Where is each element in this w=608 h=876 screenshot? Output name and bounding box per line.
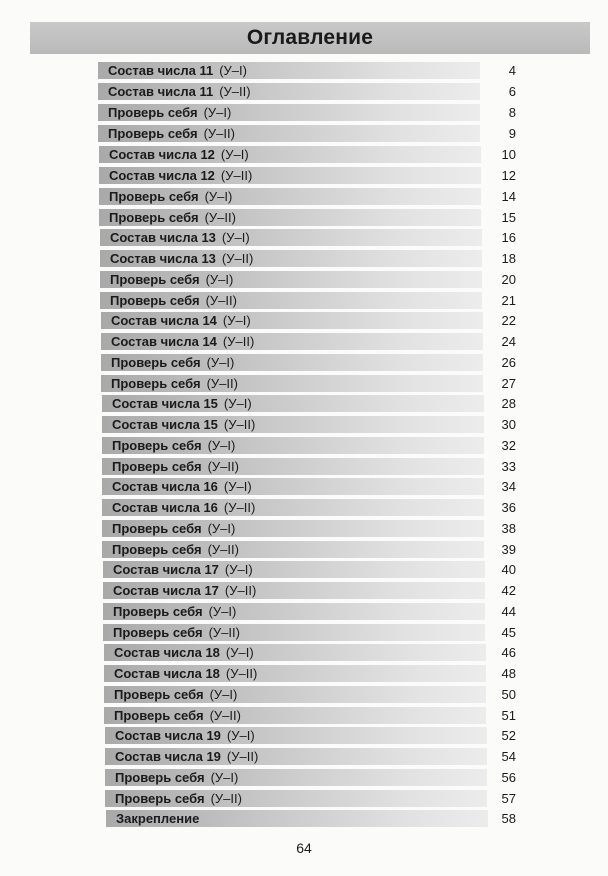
- toc-entry[interactable]: [0, 748, 608, 767]
- toc-group: [0, 810, 608, 831]
- toc-entry-title: Состав числа 19: [115, 749, 221, 764]
- toc-entry-level: (У–I): [220, 147, 249, 162]
- toc-entry-bar: [102, 437, 484, 454]
- toc-entry-page: 14: [501, 189, 516, 204]
- toc-entry-page: 27: [501, 376, 516, 391]
- toc-entry-bar: [105, 727, 487, 744]
- toc-group: [0, 478, 608, 562]
- toc-group: [0, 146, 608, 230]
- toc-entry-title: Состав числа 18: [114, 645, 220, 660]
- toc-entry[interactable]: [0, 665, 608, 684]
- toc-entry-bar: [99, 167, 481, 184]
- toc-entry-page: 44: [501, 604, 516, 619]
- toc-entry-level: (У–II): [206, 376, 238, 391]
- toc-entry-level: (У–I): [225, 645, 254, 660]
- toc-entry-title: Состав числа 19: [115, 728, 221, 743]
- toc-entry-bar: [102, 541, 484, 558]
- toc-entry-title: Состав числа 15: [112, 417, 218, 432]
- toc-entry-page: 51: [501, 708, 516, 723]
- toc-entry-level: (У–I): [207, 438, 236, 453]
- toc-entry-bar: [99, 188, 481, 205]
- toc-entry[interactable]: [0, 644, 608, 663]
- toc-entry-page: 39: [501, 542, 516, 557]
- toc-entry-title: Проверь себя: [108, 105, 198, 120]
- toc-entry-level: (У–II): [223, 500, 256, 515]
- toc-entry-bar: [104, 665, 486, 682]
- toc-entry-page: 4: [508, 63, 516, 78]
- toc-entry-level: (У–II): [223, 417, 256, 432]
- toc-entry-title: Состав числа 16: [112, 500, 218, 515]
- toc-entry-bar: [100, 229, 482, 246]
- toc-entry-bar: [101, 375, 483, 392]
- toc-group: [0, 727, 608, 811]
- title-bar: [30, 22, 590, 54]
- toc-entry-level: (У–I): [207, 521, 236, 536]
- toc-entry-level: (У–I): [222, 313, 251, 328]
- toc-entry-bar: [100, 271, 482, 288]
- toc-entry[interactable]: [0, 499, 608, 518]
- toc-entry-bar: [105, 790, 487, 807]
- toc-group: [0, 644, 608, 728]
- page-number: 64: [296, 840, 312, 856]
- toc-entry-page: 15: [501, 210, 516, 225]
- toc-entry-title: Состав числа 13: [110, 230, 216, 245]
- toc-entry[interactable]: [0, 125, 608, 144]
- toc-entry-page: 54: [501, 749, 516, 764]
- toc-entry-title: Состав числа 12: [109, 168, 215, 183]
- toc-entry-level: (У–II): [220, 168, 253, 183]
- toc-entry-bar: [98, 125, 480, 142]
- toc-entry[interactable]: [0, 333, 608, 352]
- toc-entry[interactable]: [0, 167, 608, 186]
- toc-entry[interactable]: [0, 375, 608, 394]
- toc-entry-title: Состав числа 18: [114, 666, 220, 681]
- page-title: Оглавление: [246, 26, 374, 49]
- toc-entry-level: (У–I): [223, 479, 252, 494]
- toc-entry-title: Состав числа 11: [108, 63, 214, 78]
- toc-entry-page: 58: [501, 811, 516, 826]
- toc-entry-level: (У–II): [205, 293, 237, 308]
- toc-entry[interactable]: [0, 250, 608, 269]
- toc-entry[interactable]: [0, 810, 608, 829]
- toc-entry-level: (У–II): [224, 583, 257, 598]
- toc-entry[interactable]: [0, 229, 608, 248]
- toc-entry-level: (У–I): [205, 272, 234, 287]
- toc-entry-title: Состав числа 13: [110, 251, 216, 266]
- toc-entry[interactable]: [0, 312, 608, 331]
- toc-entry-page: 36: [501, 500, 516, 515]
- toc-entry-level: (У–I): [219, 63, 247, 78]
- toc-entry-bar: [98, 62, 480, 79]
- toc-group: [0, 561, 608, 645]
- toc-entry-page: 52: [501, 728, 516, 743]
- toc-entry-page: 46: [501, 645, 516, 660]
- toc-entry-bar: [105, 748, 487, 765]
- toc-group: [0, 312, 608, 396]
- toc-entry-page: 18: [501, 251, 516, 266]
- toc-entry-title: Проверь себя: [114, 687, 204, 702]
- toc-entry-level: (У–I): [208, 604, 237, 619]
- toc-entry-bar: [103, 624, 485, 641]
- toc-entry-level: (У–II): [203, 126, 235, 141]
- toc-entry[interactable]: [0, 790, 608, 809]
- toc-entry-bar: [101, 312, 483, 329]
- toc-entry[interactable]: [0, 146, 608, 165]
- toc-entry-page: 8: [508, 105, 516, 120]
- toc-entry-page: 21: [501, 293, 516, 308]
- toc-entry[interactable]: [0, 707, 608, 726]
- toc-entry-title: Проверь себя: [115, 791, 205, 806]
- toc-entry-page: 33: [501, 459, 516, 474]
- toc-entry-title: Состав числа 11: [108, 84, 214, 99]
- toc-entry-level: (У–II): [225, 666, 258, 681]
- toc-entry-title: Проверь себя: [113, 625, 203, 640]
- toc-entry-level: (У–I): [221, 230, 250, 245]
- toc-group: [0, 62, 608, 146]
- toc-entry-title: Состав числа 17: [113, 562, 219, 577]
- toc-entry-page: 57: [501, 791, 516, 806]
- toc-entry-bar: [105, 769, 487, 786]
- toc-entry-bar: [102, 416, 484, 433]
- toc-entry-level: (У–I): [209, 687, 238, 702]
- toc-entry[interactable]: [0, 62, 608, 81]
- toc-entry-level: (У–II): [204, 210, 236, 225]
- toc-entry-title: Проверь себя: [109, 189, 199, 204]
- toc-entry-title: Закрепление: [116, 811, 200, 826]
- toc-entry[interactable]: [0, 686, 608, 705]
- toc-entry-title: Проверь себя: [112, 542, 202, 557]
- toc-entry-bar: [99, 209, 481, 226]
- toc-entry-title: Состав числа 12: [109, 147, 215, 162]
- toc-entry[interactable]: [0, 582, 608, 601]
- toc-entry-level: (У–I): [226, 728, 255, 743]
- toc-entry[interactable]: [0, 520, 608, 539]
- toc-entry-title: Проверь себя: [114, 708, 204, 723]
- toc-entry-bar: [104, 644, 486, 661]
- toc-entry-title: Проверь себя: [112, 521, 202, 536]
- toc-entry-bar: [100, 292, 482, 309]
- toc-entry-title: Проверь себя: [112, 459, 202, 474]
- toc-entry[interactable]: [0, 769, 608, 788]
- toc-entry-level: (У–II): [207, 459, 239, 474]
- toc-entry[interactable]: [0, 727, 608, 746]
- toc-entry-level: (У–I): [203, 105, 232, 120]
- toc-entry[interactable]: [0, 437, 608, 456]
- toc-entry-title: Проверь себя: [108, 126, 198, 141]
- toc-entry-bar: [106, 810, 488, 827]
- toc-group: [0, 229, 608, 313]
- toc-entry-bar: [101, 333, 483, 350]
- toc-entry-level: (У–I): [223, 396, 252, 411]
- toc-entry-bar: [102, 499, 484, 516]
- toc-entry-bar: [104, 707, 486, 724]
- toc-entry-page: 9: [508, 126, 516, 141]
- toc-entry-title: Состав числа 14: [111, 334, 217, 349]
- toc-entry-page: 6: [508, 84, 516, 99]
- toc-entry-page: 26: [501, 355, 516, 370]
- toc-entry-bar: [99, 146, 481, 163]
- toc-entry[interactable]: [0, 83, 608, 102]
- toc-entry-page: 16: [501, 230, 516, 245]
- toc-entry-title: Проверь себя: [112, 438, 202, 453]
- toc-entry-level: (У–II): [226, 749, 259, 764]
- toc-entry-level: (У–I): [204, 189, 233, 204]
- toc-entry-title: Проверь себя: [111, 355, 201, 370]
- toc-entry-page: 40: [501, 562, 516, 577]
- toc-entry[interactable]: [0, 561, 608, 580]
- toc-entry-title: Состав числа 14: [111, 313, 217, 328]
- toc-entry[interactable]: [0, 104, 608, 123]
- toc-entry[interactable]: [0, 188, 608, 207]
- toc-entry-level: (У–II): [222, 334, 255, 349]
- toc-entry-level: (У–II): [210, 791, 242, 806]
- toc-entry[interactable]: [0, 354, 608, 373]
- toc-entry[interactable]: [0, 271, 608, 290]
- toc-entry-title: Проверь себя: [110, 293, 200, 308]
- toc-entry[interactable]: [0, 478, 608, 497]
- toc-entry[interactable]: [0, 624, 608, 643]
- toc-entry-page: 10: [501, 147, 516, 162]
- toc-entry-title: Проверь себя: [113, 604, 203, 619]
- toc-entry-level: (У–I): [206, 355, 235, 370]
- toc-entry-page: 30: [501, 417, 516, 432]
- toc-entry-level: (У–II): [208, 625, 240, 640]
- toc-entry-title: Проверь себя: [109, 210, 199, 225]
- toc-entry-bar: [103, 582, 485, 599]
- toc-entry-page: 20: [501, 272, 516, 287]
- toc-entry-page: 34: [501, 479, 516, 494]
- toc-entry[interactable]: [0, 603, 608, 622]
- toc-entry-title: Состав числа 15: [112, 396, 218, 411]
- toc-entry-level: (У–I): [224, 562, 253, 577]
- toc-entry[interactable]: [0, 209, 608, 228]
- toc-entry-bar: [101, 354, 483, 371]
- toc-entry[interactable]: [0, 395, 608, 414]
- toc-entry-bar: [102, 395, 484, 412]
- toc-entry[interactable]: [0, 292, 608, 311]
- toc-entry-level: (У–I): [210, 770, 239, 785]
- toc-entry-page: 45: [501, 625, 516, 640]
- toc-entry-title: Проверь себя: [111, 376, 201, 391]
- toc-entry-level: (У–II): [207, 542, 239, 557]
- toc-entry-bar: [98, 104, 480, 121]
- toc-entry-title: Состав числа 16: [112, 479, 218, 494]
- toc-entry-page: 50: [501, 687, 516, 702]
- toc-entry-page: 24: [501, 334, 516, 349]
- toc-entry-title: Проверь себя: [115, 770, 205, 785]
- toc-entry-bar: [100, 250, 482, 267]
- toc-entry-bar: [102, 478, 484, 495]
- toc-entry-page: 22: [501, 313, 516, 328]
- toc-entry-bar: [98, 83, 480, 100]
- toc-entry[interactable]: [0, 416, 608, 435]
- toc-entry-bar: [103, 561, 485, 578]
- toc-entry-level: (У–II): [221, 251, 254, 266]
- toc-entry-page: 32: [501, 438, 516, 453]
- toc-entry-bar: [103, 603, 485, 620]
- toc-entry-page: 56: [501, 770, 516, 785]
- toc-entry-title: Состав числа 17: [113, 583, 219, 598]
- toc-entry-page: 28: [501, 396, 516, 411]
- toc-entry-page: 48: [501, 666, 516, 681]
- toc-entry-bar: [104, 686, 486, 703]
- toc-entry-level: (У–II): [219, 84, 251, 99]
- toc-entry[interactable]: [0, 541, 608, 560]
- toc-entry-level: (У–II): [209, 708, 241, 723]
- toc-entry-page: 12: [501, 168, 516, 183]
- toc-entry-bar: [102, 458, 484, 475]
- toc-entry-page: 42: [501, 583, 516, 598]
- toc-entry[interactable]: [0, 458, 608, 477]
- toc-group: [0, 395, 608, 479]
- toc-entry-page: 38: [501, 521, 516, 536]
- toc-entry-bar: [102, 520, 484, 537]
- toc-entry-title: Проверь себя: [110, 272, 200, 287]
